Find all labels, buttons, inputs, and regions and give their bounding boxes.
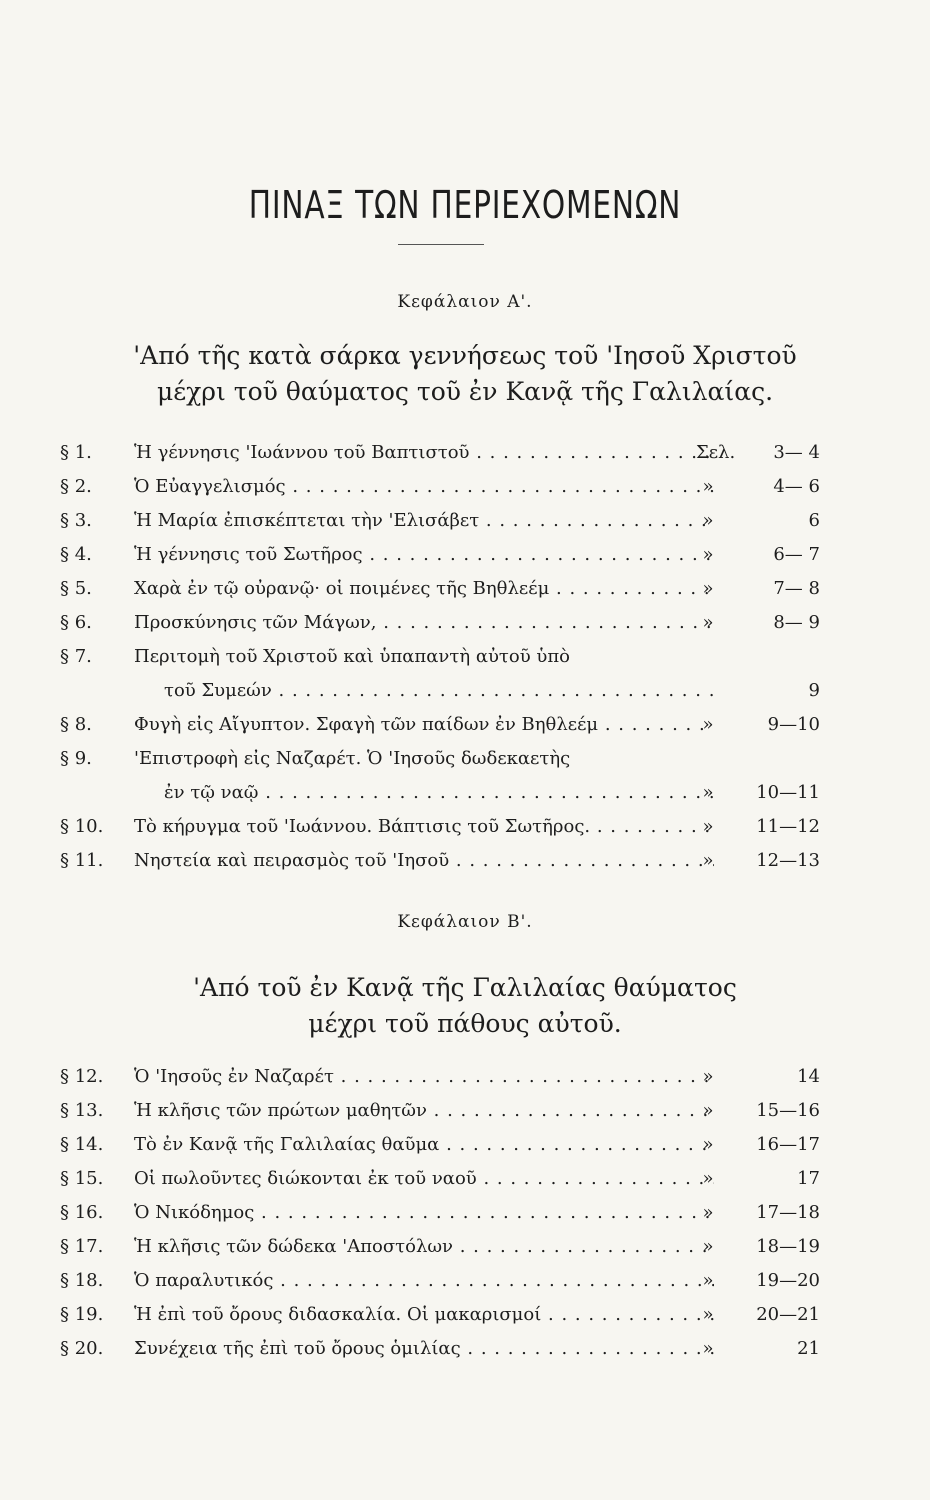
toc-entry <box>60 1332 820 1366</box>
ditto-mark: » <box>702 1100 714 1121</box>
toc-entry <box>60 810 820 844</box>
entry-title: Προσκύνησις τῶν Μάγων, . . . <box>134 606 714 640</box>
ditto-mark: » <box>702 1236 714 1257</box>
section-number: § 8. <box>60 714 92 735</box>
ditto-mark: » <box>702 714 714 735</box>
entry-title: 'Επιστροφὴ εἰς Ναζαρέτ. Ὁ 'Ιησοῦς δωδεκαετὴς <box>134 748 571 769</box>
section-number: § 10. <box>60 816 104 837</box>
chapter-subtitle-line: 'Από τοῦ ἐν Κανᾷ τῆς Γαλιλαίας θαύματος <box>193 973 737 1002</box>
ditto-mark: » <box>702 1134 714 1155</box>
section-number: § 5. <box>60 578 92 599</box>
section-number: § 9. <box>60 748 92 769</box>
section-number: § 3. <box>60 510 92 531</box>
toc-entry <box>60 1298 820 1332</box>
page-range: 9—10 <box>767 714 820 735</box>
ditto-mark: » <box>702 850 714 871</box>
entry-title: Ἡ γέννησις 'Ιωάννου τοῦ Βαπτιστοῦ . . . <box>134 436 714 470</box>
entry-title: Ἡ γέννησις τοῦ Σωτῆρος . . . <box>134 538 714 572</box>
toc-entry <box>60 470 820 504</box>
section-number: § 11. <box>60 850 104 871</box>
toc-entry <box>60 776 820 810</box>
entry-title: Περιτομὴ τοῦ Χριστοῦ καὶ ὑπαπαντὴ αὐτοῦ ὑπὸ <box>134 646 570 667</box>
entry-title: τοῦ Συμεών . . . <box>164 674 714 708</box>
ditto-mark: » <box>702 1270 714 1291</box>
chapter-subtitle-line: μέχρι τοῦ πάθους αὐτοῦ. <box>308 1009 622 1038</box>
ditto-mark: » <box>702 1304 714 1325</box>
ditto-mark: » <box>702 1066 714 1087</box>
toc-entry <box>60 606 820 640</box>
entry-title: Τὸ ἐν Κανᾷ τῆς Γαλιλαίας θαῦμα . . . <box>134 1128 714 1162</box>
entry-title: Ὁ Νικόδημος . . . <box>134 1196 714 1230</box>
entry-title: Οἱ πωλοῦντες διώκονται ἐκ τοῦ ναοῦ . . . <box>134 1162 714 1196</box>
ditto-mark: » <box>702 510 714 531</box>
entry-title: Χαρὰ ἐν τῷ οὐρανῷ· οἱ ποιμένες τῆς Βηθλεέμ . . . <box>134 572 714 606</box>
section-number: § 14. <box>60 1134 104 1155</box>
ditto-mark: » <box>702 816 714 837</box>
page-range: 19—20 <box>756 1270 820 1291</box>
page-range: 14 <box>797 1066 820 1087</box>
page-range: 7— 8 <box>773 578 820 599</box>
chapter-label: Κεφάλαιον Β'. <box>397 912 533 932</box>
chapter-label: Κεφάλαιον Α'. <box>397 292 533 312</box>
ditto-mark: Σελ. <box>696 442 736 463</box>
chapter-subtitle-line: 'Από τῆς κατὰ σάρκα γεννήσεως τοῦ 'Ιησοῦ Χριστοῦ <box>133 341 797 370</box>
entry-title: ἐν τῷ ναῷ . . . <box>164 776 714 810</box>
section-number: § 20. <box>60 1338 104 1359</box>
toc-entry <box>60 844 820 878</box>
entry-title: Ἡ κλῆσις τῶν πρώτων μαθητῶν . . . <box>134 1094 714 1128</box>
toc-entry <box>60 1264 820 1298</box>
entry-title: Ὁ Εὐαγγελισμός . . . <box>134 470 714 504</box>
page-range: 18—19 <box>756 1236 820 1257</box>
entry-title: Φυγὴ εἰς Αἴγυπτον. Σφαγὴ τῶν παίδων ἐν Βηθλεέμ . . . <box>134 708 714 742</box>
section-number: § 12. <box>60 1066 104 1087</box>
chapter-subtitle-line: μέχρι τοῦ θαύματος τοῦ ἐν Κανᾷ τῆς Γαλιλαίας. <box>156 377 774 406</box>
section-number: § 2. <box>60 476 92 497</box>
toc-entry <box>60 538 820 572</box>
entry-title: Ὁ παραλυτικός . . . <box>134 1264 714 1298</box>
chapter-subtitle <box>100 338 830 410</box>
ditto-mark: » <box>702 782 714 803</box>
toc-entry <box>60 742 820 776</box>
toc-entry <box>60 1094 820 1128</box>
section-number: § 13. <box>60 1100 104 1121</box>
toc-entry <box>60 436 820 470</box>
page-range: 6— 7 <box>773 544 820 565</box>
ditto-mark: » <box>702 1338 714 1359</box>
entry-title: Ἡ κλῆσις τῶν δώδεκα 'Αποστόλων . . . <box>134 1230 714 1264</box>
section-number: § 19. <box>60 1304 104 1325</box>
section-number: § 18. <box>60 1270 104 1291</box>
section-number: § 4. <box>60 544 92 565</box>
entry-title: Τὸ κήρυγμα τοῦ 'Ιωάννου. Βάπτισις τοῦ Σωτῆρος. . . . <box>134 810 714 844</box>
page-range: 21 <box>797 1338 820 1359</box>
page-range: 10—11 <box>756 782 820 803</box>
ditto-mark: » <box>702 476 714 497</box>
page-range: 6 <box>808 510 820 531</box>
page-range: 4— 6 <box>773 476 820 497</box>
toc-entry <box>60 1196 820 1230</box>
section-number: § 15. <box>60 1168 104 1189</box>
page-range: 8— 9 <box>773 612 820 633</box>
ditto-mark: » <box>702 544 714 565</box>
toc-entry <box>60 640 820 674</box>
page-range: 3— 4 <box>773 442 820 463</box>
chapter-subtitle <box>100 970 830 1042</box>
entry-title: Νηστεία καὶ πειρασμὸς τοῦ 'Ιησοῦ . . . <box>134 844 714 878</box>
page-range: 20—21 <box>756 1304 820 1325</box>
page-range: 15—16 <box>756 1100 820 1121</box>
entry-title: Ὁ 'Ιησοῦς ἐν Ναζαρέτ . . . <box>134 1060 714 1094</box>
page-range: 11—12 <box>756 816 820 837</box>
page-title: ΠΙΝΑΞ ΤΩΝ ΠΕΡΙΕΧΟΜΕΝΩΝ <box>248 183 682 228</box>
ditto-mark: » <box>702 1168 714 1189</box>
ditto-mark: » <box>702 1202 714 1223</box>
toc-entry <box>60 1128 820 1162</box>
ditto-mark: » <box>702 578 714 599</box>
toc-entry <box>60 1060 820 1094</box>
toc-entry <box>60 572 820 606</box>
section-number: § 17. <box>60 1236 104 1257</box>
entry-title: Ἡ Μαρία ἐπισκέπτεται τὴν 'Ελισάβετ . . . <box>134 504 714 538</box>
ditto-mark: » <box>702 612 714 633</box>
page-range: 16—17 <box>756 1134 820 1155</box>
page-range: 9 <box>808 680 820 701</box>
entry-title: Ἡ ἐπὶ τοῦ ὄρους διδασκαλία. Οἱ μακαρισμοί . . . <box>134 1298 714 1332</box>
toc-entry <box>60 708 820 742</box>
toc-entry <box>60 1162 820 1196</box>
entry-title: Συνέχεια τῆς ἐπὶ τοῦ ὄρους ὁμιλίας . . . <box>134 1332 714 1366</box>
section-number: § 7. <box>60 646 92 667</box>
toc-entry <box>60 674 820 708</box>
page-range: 17—18 <box>756 1202 820 1223</box>
toc-entry <box>60 1230 820 1264</box>
title-divider <box>398 244 484 245</box>
page-range: 12—13 <box>756 850 820 871</box>
section-number: § 1. <box>60 442 92 463</box>
section-number: § 6. <box>60 612 92 633</box>
page-range: 17 <box>797 1168 820 1189</box>
section-number: § 16. <box>60 1202 104 1223</box>
toc-entry <box>60 504 820 538</box>
